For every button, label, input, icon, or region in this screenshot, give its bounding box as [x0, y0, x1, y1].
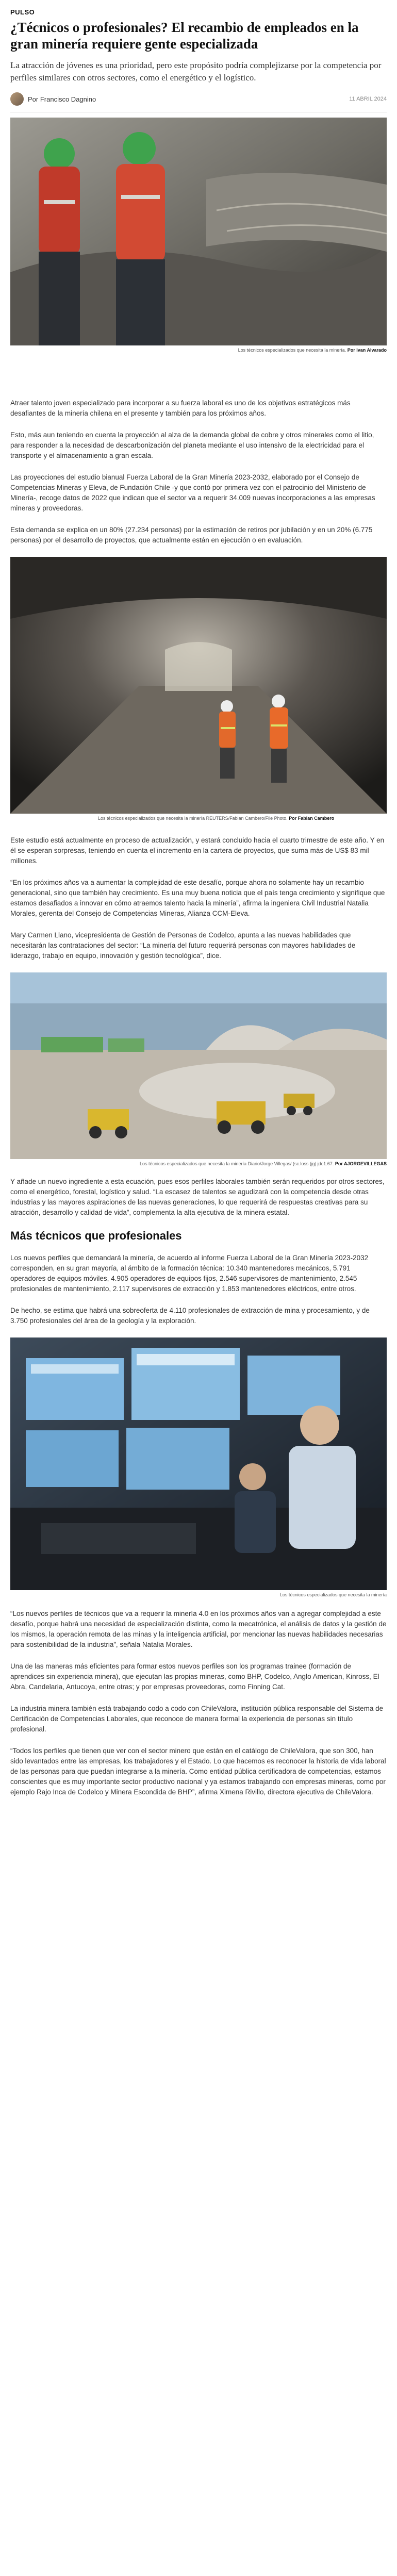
caption-credit: Por AJORGEVILLEGAS [335, 1161, 387, 1166]
article-body-e [0, 1609, 397, 1797]
section-label[interactable]: PULSO [10, 8, 35, 16]
caption-text: Los técnicos especializados que necesita la minería [279, 1592, 387, 1597]
photo-mine-site-caption [10, 1161, 387, 1166]
caption-credit: Por Fabian Cambero [289, 816, 335, 821]
paragraph: La industria minera también está trabajando codo a codo con ChileValora, institución pública responsable del Sistema de Certificación de Competencias Laborales, que reconoce de manera formal la experiencia de personas sin título profesional. [10, 1705, 384, 1733]
article-body-b [0, 835, 397, 961]
caption-text: Los técnicos especializados que necesita la minería REUTERS/Fabian Cambero/File Photo. [98, 816, 289, 821]
photo-tunnel-caption [98, 816, 387, 821]
paragraph: Atraer talento joven especializado para incorporar a su fuerza laboral es uno de los objetivos estratégicos más desafiantes de la minería chilena en el presente y también para los próximos años. [10, 399, 351, 417]
paragraph: “Todos los perfiles que tienen que ver con el sector minero que están en el catálogo de ChileValora, que son 300, han sido levantados entre las empresas, los trabajadores y el Estado. Lo que hacemos es reconocer la historia de vida laboral de las personas para que puedan integrarse a la minería. Como entidad pública certificadora de competencias, estamos conscientes que es muy importante sector productivo nacional y ya estamos trabajando con empresas mineras, como por ejemplo Rajo Inca de Codelco y Minera Escondida de BHP”, afirma Ximena Rivillo, directora ejecutiva de ChileValora. [10, 1747, 386, 1796]
paragraph: Las proyecciones del estudio bianual Fuerza Laboral de la Gran Minería 2023-2032, elaborado por el Consejo de Competencias Mineras y Eleva, de Fundación Chile -y que contó por primera vez con el patrocinio del Ministerio de Minería-, recoge datos de 2022 que indican que el sector va a requerir 34.009 nuevas incorporaciones a las empresas mineras y proveedoras. [10, 473, 375, 512]
caption-text: Los técnicos especializados que necesita la minería Diario/Jorge Villegas/ (sc.loss )jg| jdc1.67. [139, 1161, 335, 1166]
deck: La atracción de jóvenes es una prioridad, pero este propósito podría complejizarse por la competencia por perfiles similares con otros sectores, como el energético y el logístico. [10, 60, 382, 82]
photo-mine-site-image [10, 972, 387, 1159]
photo-control-room [10, 1337, 387, 1590]
photo-control-room-caption [10, 1592, 387, 1597]
caption-credit: Por Ivan Alvarado [347, 348, 387, 353]
paragraph: Y añade un nuevo ingrediente a esta ecuación, pues esos perfiles laborales también serán requeridos por otros sectores, como el energético, forestal, logístico y salud. “La escasez de talentos se agudizará con la competencia desde otras industrias y las mayores aspiraciones de las nuevas generaciones, lo que requerirá de respuestas creativas para su atracción, desarrollo y calidad de vida”, complementa la alta ejecutiva de la minera estatal. [10, 1178, 385, 1216]
paragraph: Esta demanda se explica en un 80% (27.234 personas) por la estimación de retiros por jubilación y en un 20% (6.775 personas) por el desarrollo de proyectos, que actualmente están en ejecución o en evaluación. [10, 526, 373, 544]
paragraph: “Los nuevos perfiles de técnicos que va a requerir la minería 4.0 en los próximos años van a agregar complejidad a este desafío, porque habrá una necesidad de especialización distinta, como la mecatrónica, el análisis de datos y la gestión de los mismos, la operación remota de las minas y la inteligencia artificial, por mencionar las nuevas habilidades necesarias para sostenibilidad de la industria”, señala Natalia Morales. [10, 1610, 387, 1648]
byline [10, 91, 387, 112]
photo-control-room-image [10, 1337, 387, 1590]
caption-text: Los técnicos especializados que necesita la minería. [238, 348, 348, 353]
photo-miners-caption [10, 348, 387, 353]
paragraph: Este estudio está actualmente en proceso de actualización, y estará concluido hacia el cuarto trimestre de este año. Y en él se esperan sorpresas, teniendo en cuenta el incremento en la cartera de proyectos, que suma más de US$ 83 mil millones. [10, 836, 385, 865]
paragraph: “En los próximos años va a aumentar la complejidad de este desafío, porque ahora no solamente hay un recambio generacional, sino que también hay crecimiento. Es una muy buena noticia que el país tenga crecimiento y signifique que estamos desafiados a innovar en cómo atraemos talento hacia la minería”, afirma la ingeniera Civil Industrial Natalia Morales, gerenta del Consejo de Competencias Mineras, Alianza CCM-Eleva. [10, 879, 385, 917]
publish-date: 11 ABRIL 2024 [349, 96, 387, 102]
photo-tunnel [10, 557, 387, 814]
paragraph: Esto, más aun teniendo en cuenta la proyección al alza de la demanda global de cobre y otros minerales como el litio, para responder a la necesidad de descarbonización del planeta mediante el uso intensivo de la electricidad para el transporte y el almacenamiento a gran escala. [10, 431, 374, 459]
article-body-c [0, 1177, 397, 1218]
headline: ¿Técnicos o profesionales? El recambio de empleados en la gran minería requiere gente especializada [10, 20, 359, 52]
paragraph: De hecho, se estima que habrá una sobreoferta de 4.110 profesionales de extracción de mina y procesamiento, y de 3.750 profesionales del área de la geología y la exploración. [10, 1307, 370, 1325]
author-name[interactable]: Por Francisco Dagnino [28, 95, 96, 103]
paragraph: Una de las maneras más eficientes para formar estos nuevos perfiles son los programas trainee (formación de aprendices sin experiencia minera), que ejecutan las propias mineras, como BHP, Codelco, Anglo American, Kinross, El Abra, Candelaria, Antucoya, entre otras; y por empresas proveedoras, como Finning Cat. [10, 1662, 379, 1691]
paragraph: Mary Carmen Llano, vicepresidenta de Gestión de Personas de Codelco, apunta a las nuevas habilidades que necesitarán las contrataciones del sector: “La minería del futuro requerirá personas con mayores habilidades de liderazgo, trabajo en equipo, innovación y gestión tecnológica”, dice. [10, 931, 356, 960]
article-body-d [0, 1253, 397, 1326]
article-body-a [0, 398, 397, 546]
photo-miners-overlook [10, 118, 387, 345]
photo-mine-site [10, 972, 387, 1159]
paragraph: Los nuevos perfiles que demandará la minería, de acuerdo al informe Fuerza Laboral de la Gran Minería 2023-2032 corresponden, en su gran mayoría, al ámbito de la formación técnica: 10.340 mantenedores mecánicos, 5.791 operadores de equipos móviles, 4.905 operadores de equipos fijos, 2.546 supervisores de mantenimiento, 2.545 profesionales de mantenimiento, 2.117 supervisores de extracción y 1.853 mantenedores eléctricos, entre otros. [10, 1254, 369, 1293]
section-subhead: Más técnicos que profesionales [10, 1229, 182, 1242]
photo-tunnel-image [10, 557, 387, 814]
author-avatar [10, 92, 24, 106]
photo-miners-overlook-image [10, 118, 387, 345]
